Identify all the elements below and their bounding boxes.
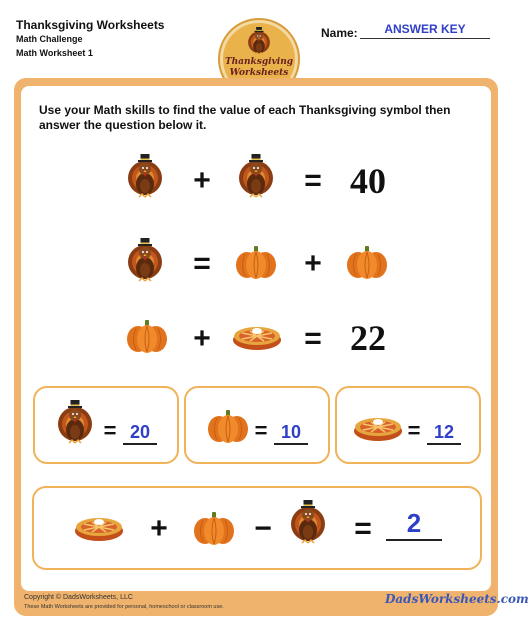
equals-sign: = <box>407 418 421 443</box>
turkey-icon <box>125 238 165 288</box>
turkey-icon <box>236 154 276 204</box>
turkey-icon <box>125 154 165 204</box>
usage-note: These Math Worksheets are provided for personal, homeschool or classroom use. <box>24 604 224 610</box>
equals-sign: = <box>304 322 322 355</box>
final-answer[interactable]: 2 <box>386 508 442 541</box>
plus-sign: + <box>193 322 211 355</box>
turkey-answer-box <box>33 386 179 464</box>
pumpkin-answer[interactable]: 10 <box>274 422 308 445</box>
logo-turkey-icon <box>245 27 273 59</box>
turkey-icon <box>288 500 328 550</box>
equals-sign: = <box>254 418 268 443</box>
pie-answer-box <box>335 386 481 464</box>
minus-sign: − <box>254 512 272 545</box>
pumpkin-icon <box>192 512 236 546</box>
plus-sign: + <box>304 247 322 280</box>
pumpkin-icon <box>234 246 278 280</box>
equals-sign: = <box>354 512 372 545</box>
pumpkin-answer-box <box>184 386 330 464</box>
plus-sign: + <box>150 512 168 545</box>
dadsworksheets-logo: DadsWorksheets.com <box>385 592 529 606</box>
row1-result: 40 <box>350 161 386 201</box>
worksheet-title: Thanksgiving Worksheets <box>16 18 165 32</box>
instructions-text: Use your Math skills to find the value of each Thanksgiving symbol then answer the question below it. <box>39 103 451 132</box>
row3-result: 22 <box>350 318 386 358</box>
plus-sign: + <box>193 164 211 197</box>
worksheet-subtitle: Math Challenge <box>16 34 83 44</box>
equals-sign: = <box>304 164 322 197</box>
turkey-icon <box>55 400 95 450</box>
equals-sign: = <box>193 247 211 280</box>
turkey-answer[interactable]: 20 <box>123 422 157 445</box>
pumpkin-icon <box>125 320 169 354</box>
pie-icon <box>353 414 403 442</box>
logo-line1: Thanksgiving <box>224 57 294 67</box>
pie-icon <box>74 514 124 542</box>
name-label: Name: <box>321 26 358 40</box>
pie-answer[interactable]: 12 <box>427 422 461 445</box>
pie-icon <box>232 323 282 351</box>
pumpkin-icon <box>206 410 250 444</box>
logo-line2: Worksheets <box>229 68 289 78</box>
equals-sign: = <box>103 418 117 443</box>
final-question-box <box>32 486 482 570</box>
copyright-text: Copyright © DadsWorksheets, LLC <box>24 594 133 601</box>
worksheet-number: Math Worksheet 1 <box>16 48 93 58</box>
pumpkin-icon <box>345 246 389 280</box>
name-field[interactable]: ANSWER KEY <box>360 22 490 39</box>
